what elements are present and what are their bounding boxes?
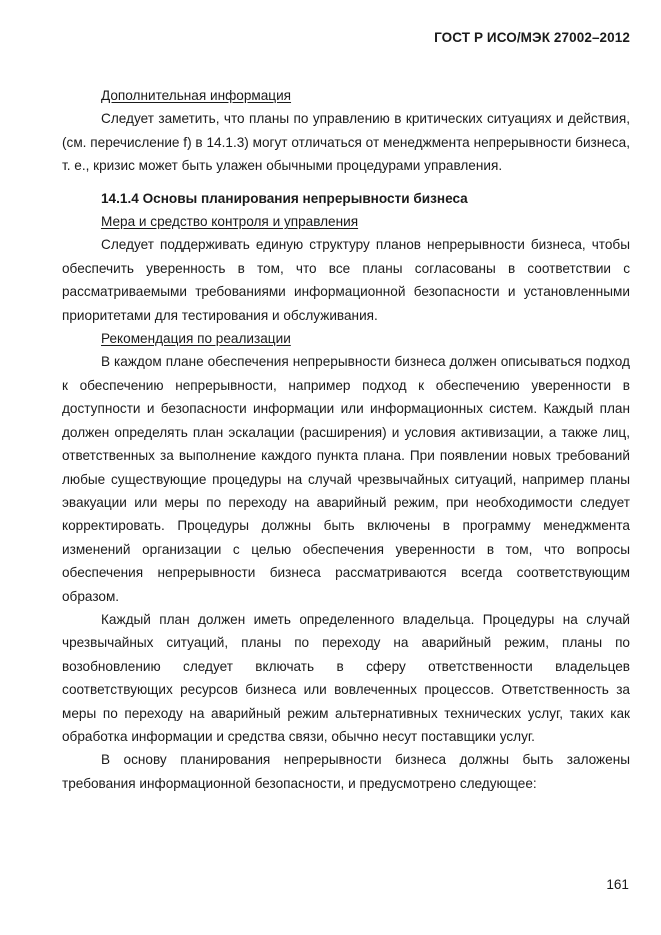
control-paragraph: Следует поддерживать единую структуру планов непрерывности бизнеса, чтобы обеспечить уверенность в том, что все планы согласованы в соответствии с рассматриваемыми требованиями информационной безопасности и установленными приоритетами для тестирования и обслуживания. <box>62 237 630 323</box>
additional-info-label: Дополнительная информация <box>101 88 292 103</box>
guidance-paragraph-3: В основу планирования непрерывности бизнеса должны быть заложены требования информационной безопасности, и предусмотрено следующее: <box>62 752 630 791</box>
section-heading: 14.1.4 Основы планирования непрерывности бизнеса <box>101 190 468 206</box>
guidance-paragraph-2: Каждый план должен иметь определенного владельца. Процедуры на случай чрезвычайных ситуаций, планы по переходу на аварийный режим, планы по возобновлению следует включать в сферу ответственности владельцев соответствующих ресурсов бизнеса или вовлеченных процессов. Ответственность за меры по переходу на аварийный режим альтернативных технических услуг, таких как обработка информации и средства связи, обычно несут поставщики услуг. <box>62 611 630 744</box>
additional-info-paragraph: Следует заметить, что планы по управлению в критических ситуациях и действия, (см. перечисление f) в 14.1.3) могут отличаться от менеджмента непрерывности бизнеса, т. е., кризис может быть улажен обычными процедурами управления. <box>62 111 630 174</box>
guidance-paragraph-1: В каждом плане обеспечения непрерывности бизнеса должен описываться подход к обеспечению непрерывности, например подход к обеспечению уверенности в доступности и безопасности информации или информационных систем. Каждый план должен определять план эскалации (расширения) и условия активизации, а также лиц, ответственных за выполнение каждого пункта плана. При появлении новых требований любые существующие процедуры на случай чрезвычайных ситуаций, например планы эвакуации или меры по переходу на аварийный режим, при необходимости следует корректировать. Процедуры должны быть включены в программу менеджмента изменений организации с целью обеспечения уверенности в том, что вопросы обеспечения непрерывности бизнеса рассматриваются всегда соответствующим образом. <box>62 354 630 604</box>
control-label: Мера и средство контроля и управления <box>101 214 359 230</box>
page-number: 161 <box>606 877 629 892</box>
page-content <box>62 84 630 795</box>
page-header-standard: ГОСТ Р ИСО/МЭК 27002–2012 <box>434 30 630 45</box>
guidance-label: Рекомендация по реализации <box>101 331 291 347</box>
